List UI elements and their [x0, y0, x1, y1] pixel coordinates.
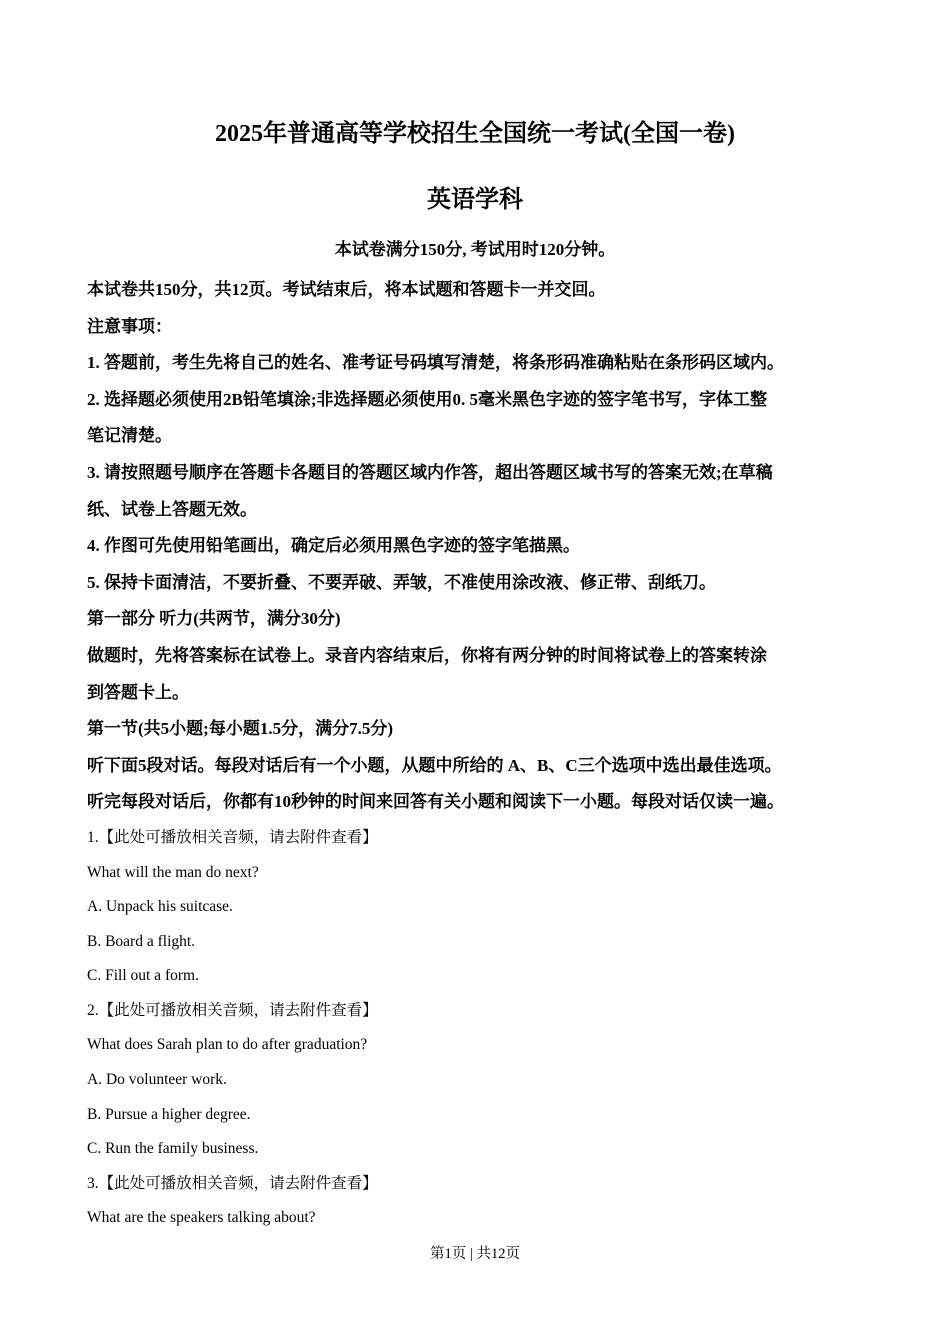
- question-1-option-b: B. Board a flight.: [87, 932, 196, 950]
- notice-item-3: 3. 请按照题号顺序在答题卡各题目的答题区域内作答，超出答题区域书写的答案无效;在草稿: [87, 462, 773, 482]
- question-3-stem: What are the speakers talking about?: [87, 1209, 316, 1227]
- exam-summary: 本试卷共150分，共12页。考试结束后，将本试题和答题卡一并交回。: [87, 280, 606, 299]
- question-2-audio-link[interactable]: 2.【此处可播放相关音频，请去附件查看】: [87, 1001, 378, 1019]
- section1-heading: 第一节(共5小题;每小题1.5分，满分7.5分): [87, 719, 393, 739]
- question-1-stem: What will the man do next?: [87, 863, 259, 881]
- notice-item-3-continued: 纸、试卷上答题无效。: [87, 499, 257, 519]
- notice-item-2: 2. 选择题必须使用2B铅笔填涂;非选择题必须使用0. 5毫米黑色字迹的签字笔书写，字体工整: [87, 389, 767, 409]
- section1-instruction: 听下面5段对话。每段对话后有一个小题，从题中所给的 A、B、C三个选项中选出最佳选项。: [87, 755, 782, 775]
- part1-heading: 第一部分 听力(共两节，满分30分): [87, 609, 341, 629]
- question-2-option-c: C. Run the family business.: [87, 1140, 259, 1158]
- section1-instruction-continued: 听完每段对话后，你都有10秒钟的时间来回答有关小题和阅读下一小题。每段对话仅读一遍。: [87, 792, 784, 812]
- notice-heading: 注意事项：: [87, 316, 172, 336]
- notice-item-5: 5. 保持卡面清洁，不要折叠、不要弄破、弄皱，不准使用涂改液、修正带、刮纸刀。: [87, 572, 716, 592]
- question-2-stem: What does Sarah plan to do after graduation?: [87, 1036, 368, 1054]
- part1-instruction-continued: 到答题卡上。: [87, 682, 189, 702]
- question-1-option-a: A. Unpack his suitcase.: [87, 898, 233, 916]
- score-time-line: 本试卷满分150分, 考试用时120分钟。: [334, 240, 616, 259]
- question-1-audio-link[interactable]: 1.【此处可播放相关音频，请去附件查看】: [87, 828, 378, 846]
- question-3-audio-link[interactable]: 3.【此处可播放相关音频，请去附件查看】: [87, 1174, 378, 1192]
- notice-item-2-continued: 笔记清楚。: [87, 426, 172, 446]
- subject-title: 英语学科: [427, 187, 523, 213]
- notice-item-1: 1. 答题前，考生先将自己的姓名、准考证号码填写清楚，将条形码准确粘贴在条形码区域内。: [87, 353, 784, 373]
- part1-instruction: 做题时，先将答案标在试卷上。录音内容结束后，你将有两分钟的时间将试卷上的答案转涂: [87, 645, 767, 665]
- exam-title: 2025年普通高等学校招生全国统一考试(全国一卷): [215, 121, 735, 147]
- exam-body: [87, 272, 877, 1236]
- question-2-option-b: B. Pursue a higher degree.: [87, 1105, 251, 1123]
- notice-item-4: 4. 作图可先使用铅笔画出，确定后必须用黑色字迹的签字笔描黑。: [87, 536, 580, 556]
- question-1-option-c: C. Fill out a form.: [87, 967, 199, 985]
- page-footer: 第1页 | 共12页: [430, 1246, 520, 1262]
- question-2-option-a: A. Do volunteer work.: [87, 1071, 227, 1089]
